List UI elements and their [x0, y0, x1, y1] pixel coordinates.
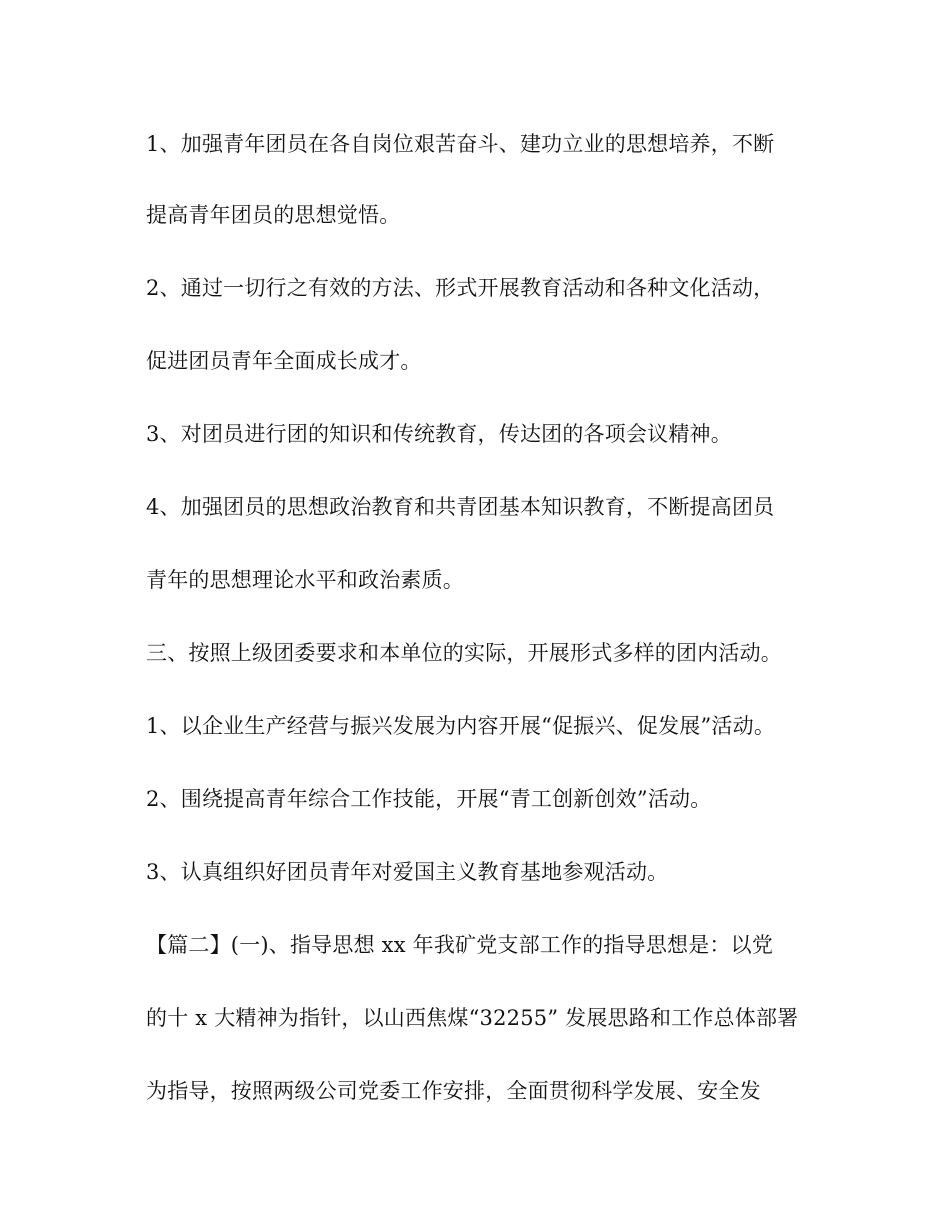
text-line: 青年的思想理论水平和政治素质。 — [146, 568, 464, 592]
text-line: 1、加强青年团员在各自岗位艰苦奋斗、建功立业的思想培养，不断 — [146, 132, 775, 156]
text-line: 2、围绕提高青年综合工作技能，开展“青工创新创效”活动。 — [146, 787, 712, 811]
text-line: 3、对团员进行团的知识和传统教育，传达团的各项会议精神。 — [146, 422, 732, 446]
text-line: 1、以企业生产经营与振兴发展为内容开展“促振兴、促发展”活动。 — [146, 714, 776, 738]
text-line: 3、认真组织好团员青年对爱国主义教育基地参观活动。 — [146, 860, 669, 884]
text-line: 的十 x 大精神为指针，以山西焦煤“32255” 发展思路和工作总体部署 — [146, 1006, 799, 1030]
text-line: 三、按照上级团委要求和本单位的实际，开展形式多样的团内活动。 — [146, 641, 782, 665]
text-line: 2、通过一切行之有效的方法、形式开展教育活动和各种文化活动， — [146, 276, 775, 300]
text-line: 4、加强团员的思想政治教育和共青团基本知识教育，不断提高团员 — [146, 495, 775, 519]
text-line: 为指导，按照两级公司党委工作安排，全面贯彻科学发展、安全发 — [146, 1079, 761, 1103]
text-line: 促进团员青年全面成长成才。 — [146, 349, 422, 373]
text-line: 提高青年团员的思想觉悟。 — [146, 203, 401, 227]
text-line: 【篇二】(一)、指导思想 xx 年我矿党支部工作的指导思想是：以党 — [146, 933, 774, 957]
